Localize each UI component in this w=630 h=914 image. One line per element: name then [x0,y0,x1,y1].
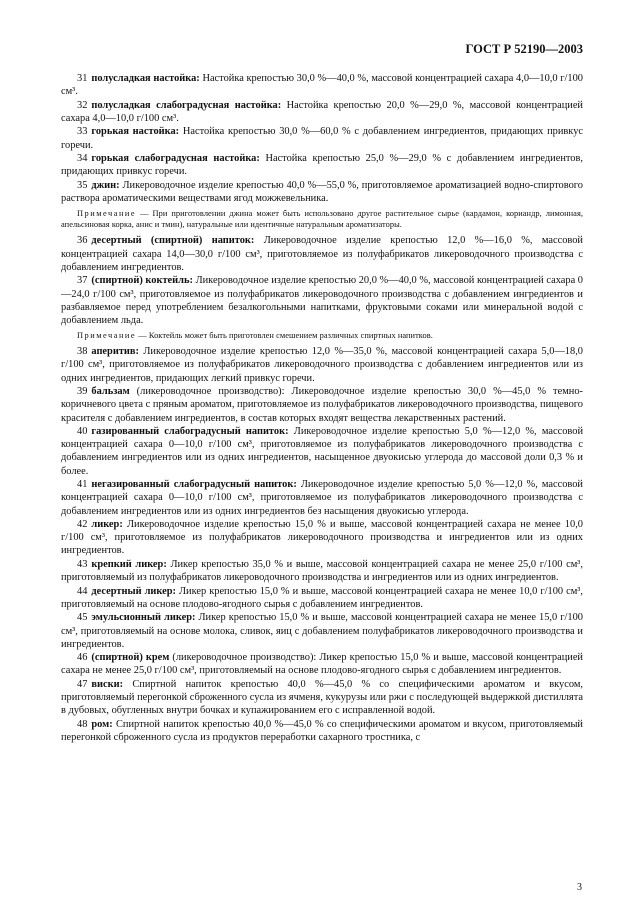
entry-term: горькая настойка: [91,126,180,138]
document-header: ГОСТ Р 52190—2003 [465,42,583,56]
entry-number: 45 [77,612,88,624]
entry-text: Спиртной напиток крепостью 40,0 %—45,0 % со специфическими ароматом и вкусом, приготовляемый перегонкой сброженного сусла из продуктов переработки сахарного тростника, с [61,718,583,744]
entry-term: аперитив: [91,346,139,358]
entry-text: Настойка крепостью 30,0 %—60,0 % с добавлением ингредиентов, придающих привкус горечи. [61,126,583,151]
entry-40 [61,425,583,478]
entry-text: (ликероводочное производство): Ликер крепостью 15,0 % и выше, массовой концентрацией сахара не менее 25,0 г/100 см³, приготовляемый на основе плодово-ягодного сырья с добавлением ингредиентов. [61,652,583,677]
entry-number: 32 [77,99,88,111]
entry-term: десертный ликер: [91,585,176,597]
entry-number: 34 [77,153,88,165]
note-text: — При приготовлении джина может быть использовано другое растительное сырье (кардамон, кориандр, лимонная, апельсиновая корка, анис и тмин), натуральные или идентичные натуральным ароматизаторы. [61,209,583,230]
entry-text: Ликероводочное изделие крепостью 12,0 %—35,0 %, массовой концентрацией сахара 5,0—18,0 г/100 см³, приготовляемое из полуфабрикатов ликероводочного производства с добавлением ингредиентов или из одних ингредиентов, придающих легкий привкус горечи. [61,346,583,384]
entry-text: Ликер крепостью 35,0 % и выше, массовой концентрацией сахара не менее 25,0 г/100 см³, приготовляемый из полуфабрикатов ликероводочного производства и ингредиентов или из одних ингредиентов. [61,558,583,584]
note-label: Примечание [77,331,137,341]
entry-text: Ликероводочное изделие крепостью 40,0 %—55,0 %, приготовляемое ароматизацией водно-спиртового раствора ароматическими веществами ягод можжевельника. [61,179,583,205]
entry-term: виски: [91,678,124,690]
entry-term: ром: [91,718,113,730]
note-cocktail [61,330,583,341]
entry-term: эмульсионный ликер: [91,612,196,624]
entry-number: 43 [77,558,88,570]
entry-number: 33 [77,126,88,138]
note-label: Примечание [77,209,137,219]
entry-number: 42 [77,519,88,531]
entry-term: бальзам [91,386,130,398]
page-body [61,72,583,745]
entry-term: газированный слабоградусный напиток: [91,426,289,438]
note-text: — Коктейль может быть приготовлен смешением различных спиртных напитков. [136,331,433,341]
page-number: 3 [577,882,582,893]
entry-33 [61,125,583,151]
entry-31 [61,72,583,98]
entry-term: десертный (спиртной) напиток: [91,235,255,247]
entry-text: Ликероводочное изделие крепостью 5,0 %—12,0 %, массовой концентрацией сахара 0—10,0 г/100 см³, приготовляемое из полуфабрикатов ликероводочного производства с добавлением ингредиентов или из одних ингредиентов без насыщения двуокисью углерода. [61,479,583,517]
entry-term: (спиртной) крем [91,652,170,664]
entry-text: Спиртной напиток крепостью 40,0 %—45,0 % со специфическими ароматом и вкусом, приготовляемый перегонкой сброженного сусла из ячменя, кукурузы или ржи с последующей выдержкой дистиллята в дубовых, обугленных внутри бочках и купажированием его с исправленной водой. [61,678,583,717]
entry-term: горькая слабоградусная настойка: [91,153,260,165]
entry-36 [61,234,583,274]
entry-42 [61,518,583,558]
entry-term: крепкий ликер: [91,558,167,570]
entry-43 [61,558,583,584]
entry-text: (ликероводочное производство): Ликероводочное изделие крепостью 30,0 %—45,0 % темно-коричневого цвета с пряным ароматом, приготовляемое из полуфабрикатов ликероводочного производства, пищевого красителя с добавлением ингредиентов, в состав которых входят вещества лекарственных растений. [61,386,583,424]
entry-44 [61,585,583,611]
entry-text: Настойка крепостью 20,0 %—29,0 %, массовой концентрацией сахара 4,0—10,0 г/100 см³. [61,99,583,124]
entry-text: Ликер крепостью 15,0 % и выше, массовой концентрацией сахара не менее 10,0 г/100 см³, приготовляемый на основе плодово-ягодного сырья с добавлением ингредиентов. [61,585,584,610]
entry-number: 46 [77,652,88,664]
entry-number: 36 [77,235,88,247]
entry-45 [61,611,583,651]
entry-number: 41 [77,479,88,491]
entry-text: Ликер крепостью 15,0 % и выше, массовой концентрацией сахара не менее 15,0 г/100 см³, приготовляемый на основе молока, сливок, яиц с добавлением полуфабрикатов ликероводочного производства и ингредиентов. [61,612,583,650]
entry-term: (спиртной) коктейль: [91,275,193,287]
entry-number: 39 [77,386,88,398]
entry-term: ликер: [91,519,123,531]
entry-39 [61,385,583,425]
entry-47 [61,678,583,718]
entry-term: джин: [91,179,120,191]
entry-text: Ликероводочное изделие крепостью 12,0 %—16,0 %, массовой концентрацией сахара 14,0—30,0 г/100 см³, приготовляемое из полуфабрикатов ликероводочного производства с добавлением ингредиентов. [61,235,583,273]
entry-text: Ликероводочное изделие крепостью 5,0 %—12,0 %, массовой концентрацией сахара 0—10,0 г/100 см³, приготовляемое из полуфабрикатов ликероводочного производства с добавлением ингредиентов или из одних ингредиентов, насыщенное двуокисью углерода до массовой доли 0,3 % и более. [61,426,583,477]
note-gin [61,208,583,230]
entry-number: 35 [77,179,88,191]
entry-41 [61,478,583,518]
entry-term: полусладкая настойка: [91,73,200,84]
entry-number: 31 [77,73,88,84]
entry-number: 38 [77,346,88,358]
entry-32 [61,99,583,125]
entry-number: 48 [77,718,88,730]
entry-38 [61,345,583,385]
entry-number: 47 [77,678,88,690]
entry-48 [61,718,583,744]
entry-text: Ликероводочное изделие крепостью 15,0 % и выше, массовой концентрацией сахара не менее 10,0 г/100 см³, приготовляемое из полуфабрикатов ликероводочного производства и ингредиентов или из одних ингредиентов. [61,519,583,557]
entry-term: полусладкая слабоградусная настойка: [91,99,282,111]
entry-34 [61,152,583,178]
entry-46 [61,651,583,677]
entry-number: 37 [77,275,88,287]
entry-term: негазированный слабоградусный напиток: [91,479,297,491]
entry-number: 40 [77,426,88,438]
entry-text: Настойка крепостью 30,0 %—40,0 %, массовой концентрацией сахара 4,0—10,0 г/100 см³. [61,73,583,98]
entry-number: 44 [77,585,88,597]
entry-37 [61,274,583,327]
entry-35 [61,179,583,205]
entry-text: Настойка крепостью 25,0 %—29,0 % с добавлением ингредиентов, придающих привкус горечи. [61,153,583,178]
entry-text: Ликероводочное изделие крепостью 20,0 %—40,0 %, массовой концентрацией сахара 0—24,0 г/100 см³, приготовляемое из полуфабрикатов ликероводочного производства с добавлением ингредиентов и разбавляемое перед употреблением безалкогольными напитками, фруктовыми соками или минеральной водой с добавлением льда. [61,275,583,326]
